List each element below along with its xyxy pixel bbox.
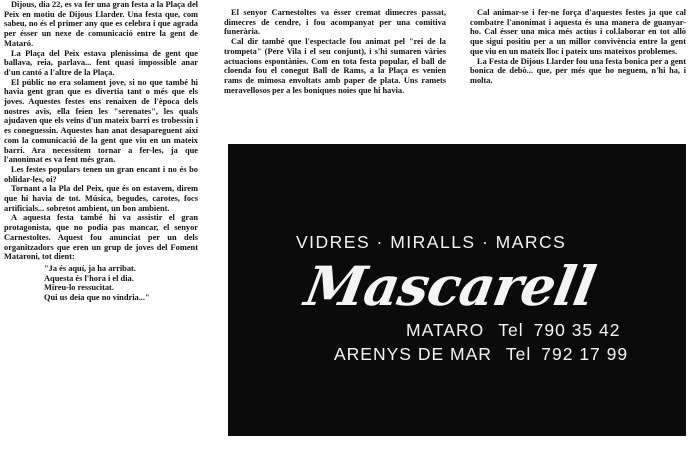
paragraph: El públic no era solament jove, si no que també hi havia gent gran que es divertia tant o més que els joves. Aquestes festes ens renaixen de l'època dels nostres avis, ella feien les "serenates", les quals ajudaven que els veïns d'un mateix barri es trobessin i es coneguessin. Aquestes han anat desapareguent així com la comunicació de la gent que viu en un mateix barri. Ara necessitem tornar a fer-les, ja que l'anonimat es va fent més gran.: [4, 77, 198, 165]
paragraph: Cal animar-se i fer-ne força d'aquestes festes ja que cal combatre l'anonimat i aquesta és una manera de guanyar-ho. Cal ésser una mica més actius i col.laborar en tot allò que sigui positiu per a un millor convivència entre la gent que viu en un mateix lloc i pateix uns mateixos problemes.: [470, 8, 686, 56]
paragraph: Dijous, dia 22, es va fer una gran festa a la Plaça del Peix en motiu de Dijous Llarder. Una festa que, com sabeu, no és el primer any que es celebra i que agrada per ésser un nexe de comunicació entre la gent de Mataró.: [4, 0, 198, 48]
article-column-2: [224, 8, 446, 95]
verse-quote: [44, 264, 198, 302]
paragraph: El senyor Carnestoltes va ésser cremat dimecres passat, dimecres de cendre, i fou acompanyat per una comitiva funerària.: [224, 8, 446, 37]
ad-contact-arenys: [334, 344, 628, 365]
ad-brand-logo: Mascarell: [300, 254, 600, 318]
paragraph: Les festes populars tenen un gran encant i no és bo oblidar-les, oi?: [4, 164, 198, 184]
paragraph: A aquesta festa també hi va assistir el gran protagonista, que no podia pas mancar, el senyor Carnestoltes. Aquest fou anunciat per un dels organitzadors que eren un grup de joves del Foment Mataroni, tot dient:: [4, 213, 198, 262]
ad-city: MATARO: [406, 320, 485, 340]
ad-contact-mataro: [406, 320, 621, 341]
paragraph: Cal dir també que l'espectacle fou animat pel "rei de la trompeta" (Pere Vila i el seu conjunt), i s'hi sumaren vàries actuacions espontànies. Com en tota festa popular, el ball de cloenda fou el conegut Ball de Rams, a la Plaça es venien rams de mimosa envoltats amb paper de plata. Uns ramets meravellosos per a les boniques noies que hi havia.: [224, 37, 446, 95]
paragraph: La Festa de Dijous Llarder fou una festa bonica per a gent bonica de debò... que, per més que ho neguem, n'hi ha, i molta.: [470, 56, 686, 85]
verse-line: Mireu-lo ressucitat.: [44, 283, 114, 293]
paragraph: Tornant a la Pla del Peix, que és on estavem, direm que hi havia de tot. Música, begudes, carotes, focs artificials... sobretot ambient, un bon ambient.: [4, 184, 198, 213]
verse-line: "Ja és aquí, ja ha arribat.: [44, 263, 136, 273]
verse-line: Aquesta és l'hora i el dia.: [44, 273, 134, 283]
ad-city: ARENYS DE MAR: [334, 344, 492, 364]
ad-tel-label: Tel: [498, 320, 524, 340]
ad-phone: 792 17 99: [541, 344, 629, 364]
mascarell-advertisement: [228, 144, 686, 436]
article-column-3: [470, 8, 686, 86]
verse-line: Qui us deia que no vindria...": [44, 292, 150, 302]
paragraph: La Plaça del Peix estava plenissima de gent que ballava, reia, parlava... fent quasi impossible anar d'un cantó a l'altre de la Plaça.: [4, 48, 198, 77]
ad-tel-label: Tel: [505, 344, 532, 364]
article-column-1: [4, 0, 198, 302]
ad-products: VIDRES · MIRALLS · MARCS: [296, 232, 567, 252]
ad-phone: 790 35 42: [533, 320, 621, 340]
